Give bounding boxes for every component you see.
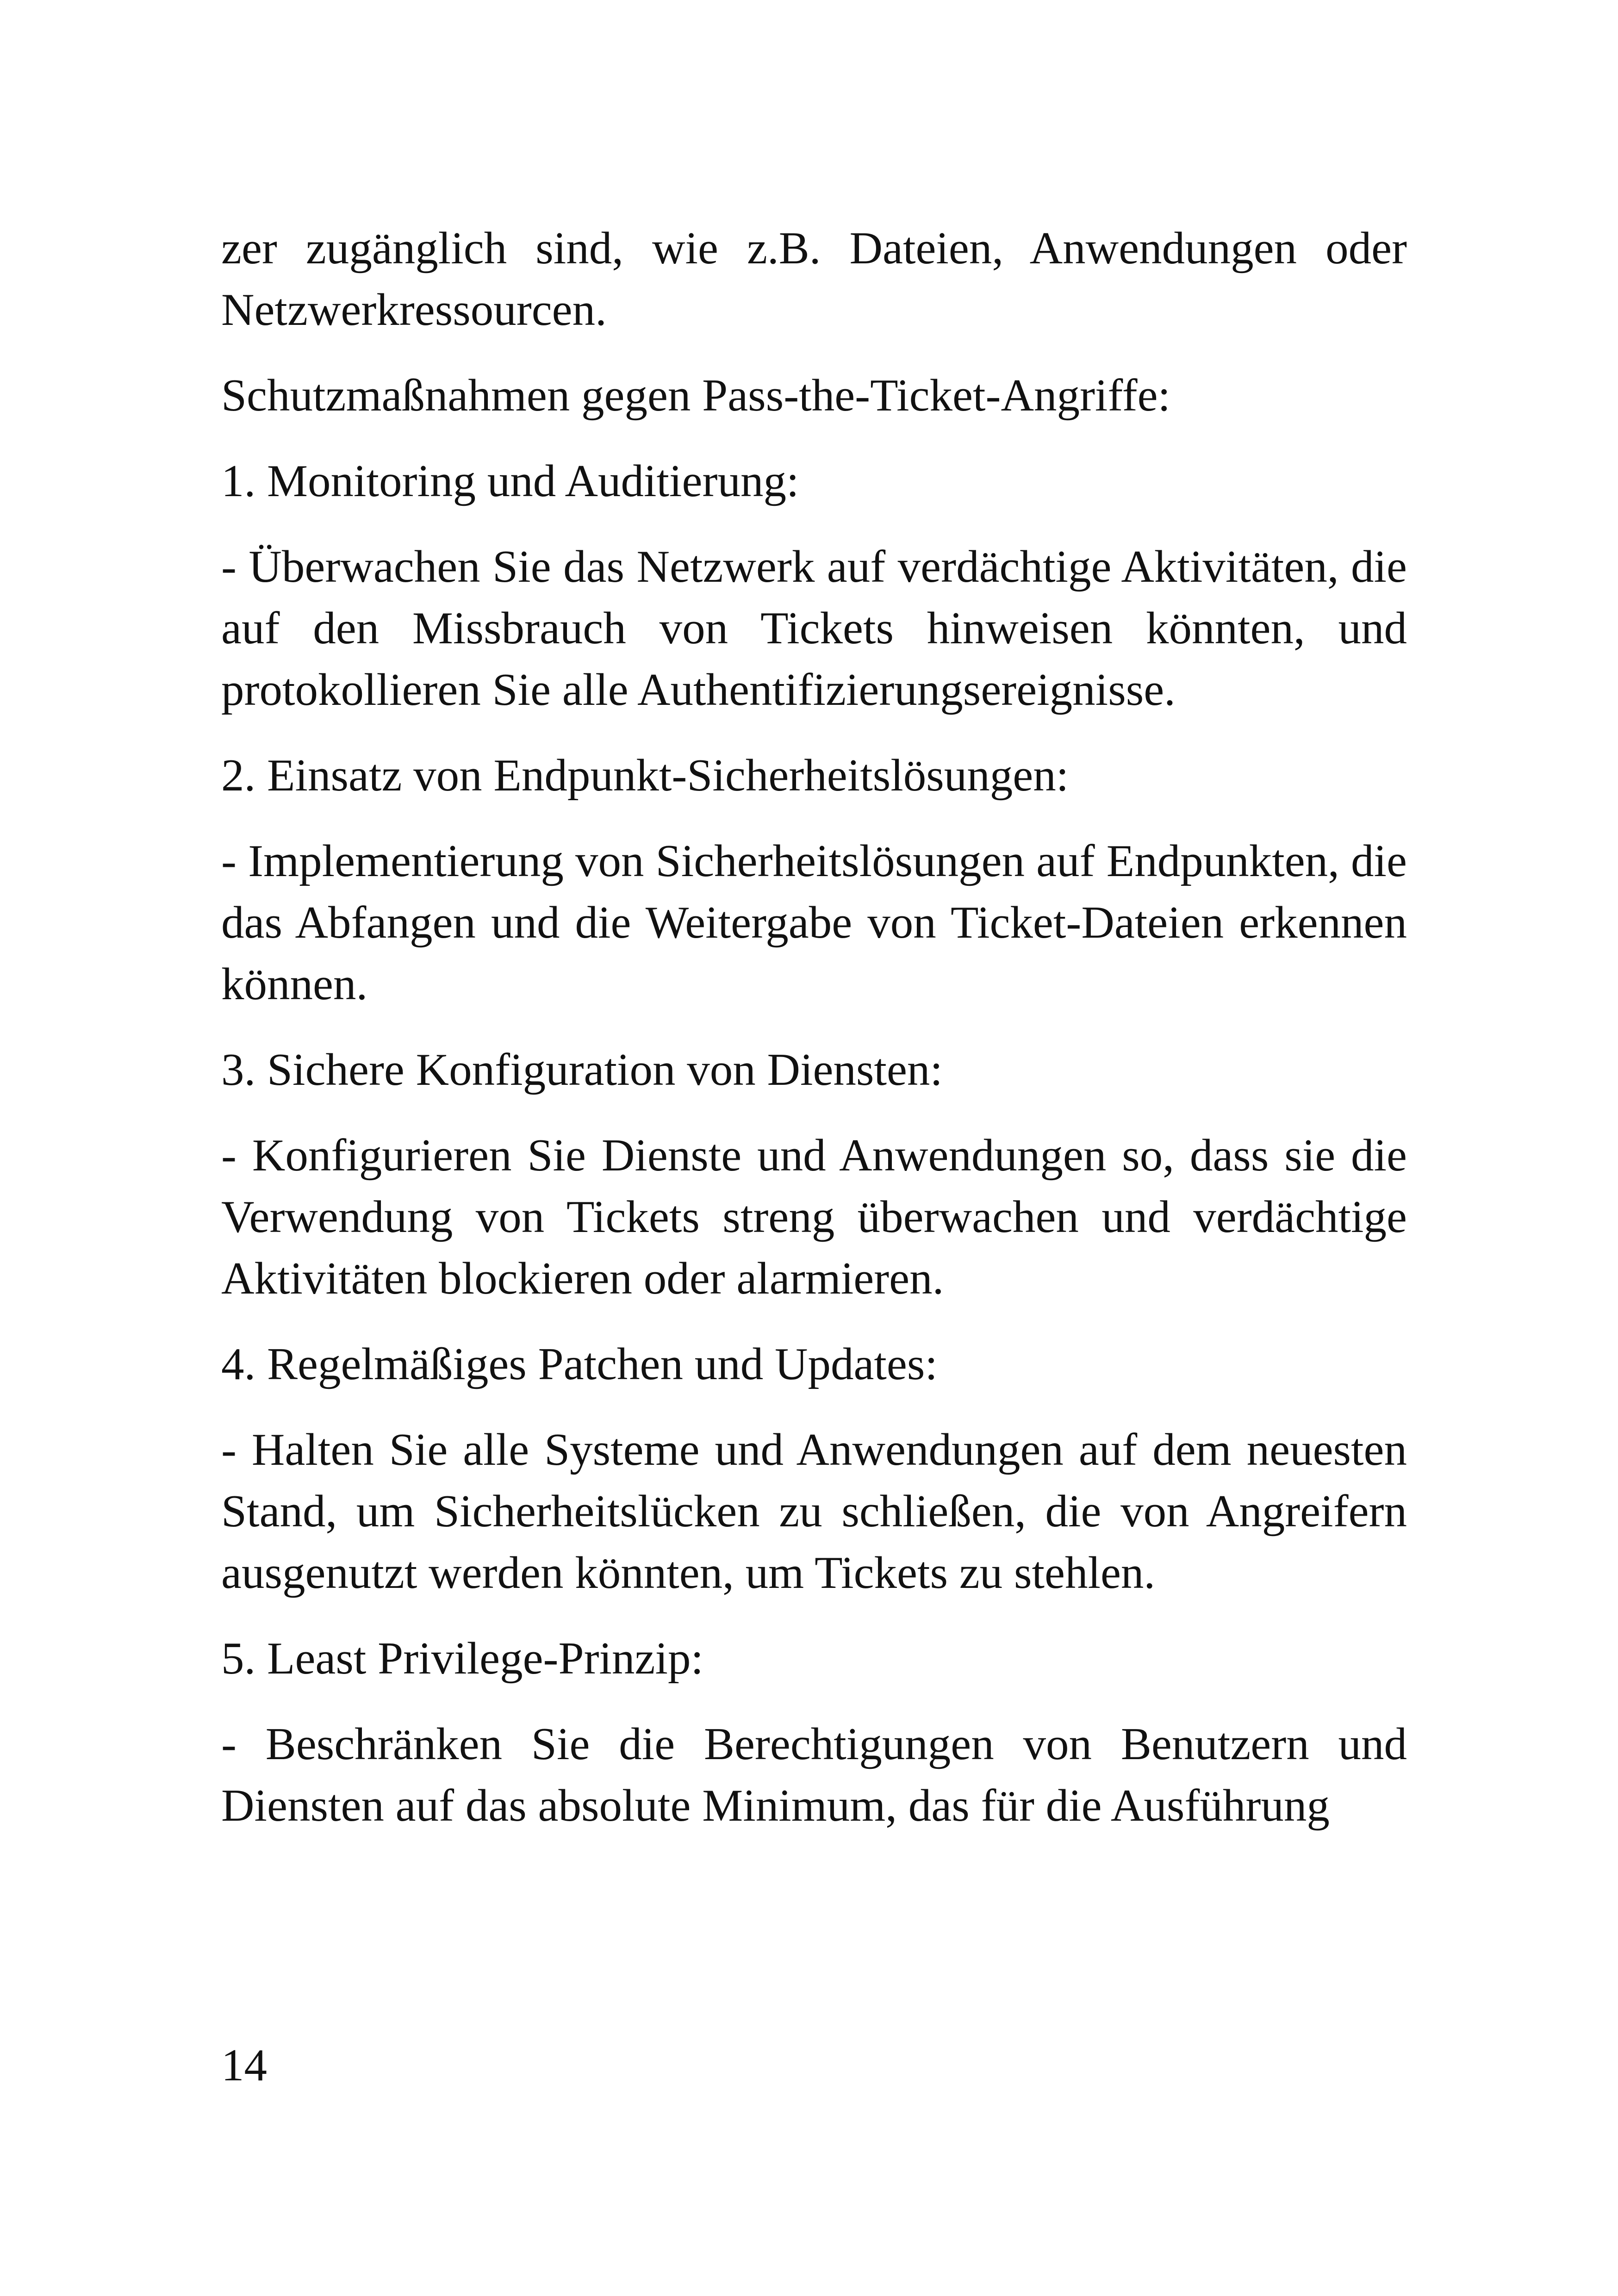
list-item-text-3: - Konfigurieren Sie Dienste und Anwendungen so, dass sie die Verwendung von Tickets streng überwachen und verdächtige Aktivitäten blockieren oder alarmieren. xyxy=(221,1130,1407,1304)
paragraph-continuation: zer zugänglich sind, wie z.B. Dateien, Anwendungen oder Netzwerkressourcen. xyxy=(221,223,1407,335)
list-item-heading-2: 2. Einsatz von Endpunkt-Sicherheitslösungen: xyxy=(221,750,1069,801)
list-item-heading-5: 5. Least Privilege-Prinzip: xyxy=(221,1633,704,1684)
section-heading: Schutzmaßnahmen gegen Pass-the-Ticket-Angriffe: xyxy=(221,370,1171,421)
body-text xyxy=(221,218,1407,1860)
list-item-text-2: - Implementierung von Sicherheitslösungen auf Endpunkten, die das Abfangen und die Weitergabe von Ticket-Dateien erkennen können. xyxy=(221,836,1407,1009)
list-item-heading-3: 3. Sichere Konfiguration von Diensten: xyxy=(221,1045,943,1095)
list-item-text-1: - Überwachen Sie das Netzwerk auf verdächtige Aktivitäten, die auf den Missbrauch von Tickets hinweisen könnten, und protokollieren Sie alle Authentifizierungsereignisse. xyxy=(221,541,1407,715)
list-item-heading-4: 4. Regelmäßiges Patchen und Updates: xyxy=(221,1339,938,1389)
list-item-text-5: - Beschränken Sie die Berechtigungen von Benutzern und Diensten auf das absolute Minimum, das für die Ausführung xyxy=(221,1719,1407,1831)
page-number: 14 xyxy=(221,2040,267,2091)
list-item-text-4: - Halten Sie alle Systeme und Anwendungen auf dem neuesten Stand, um Sicherheitslücken zu schließen, die von Angreifern ausgenutzt werden könnten, um Tickets zu stehlen. xyxy=(221,1425,1407,1598)
list-item-heading-1: 1. Monitoring und Auditierung: xyxy=(221,456,799,506)
